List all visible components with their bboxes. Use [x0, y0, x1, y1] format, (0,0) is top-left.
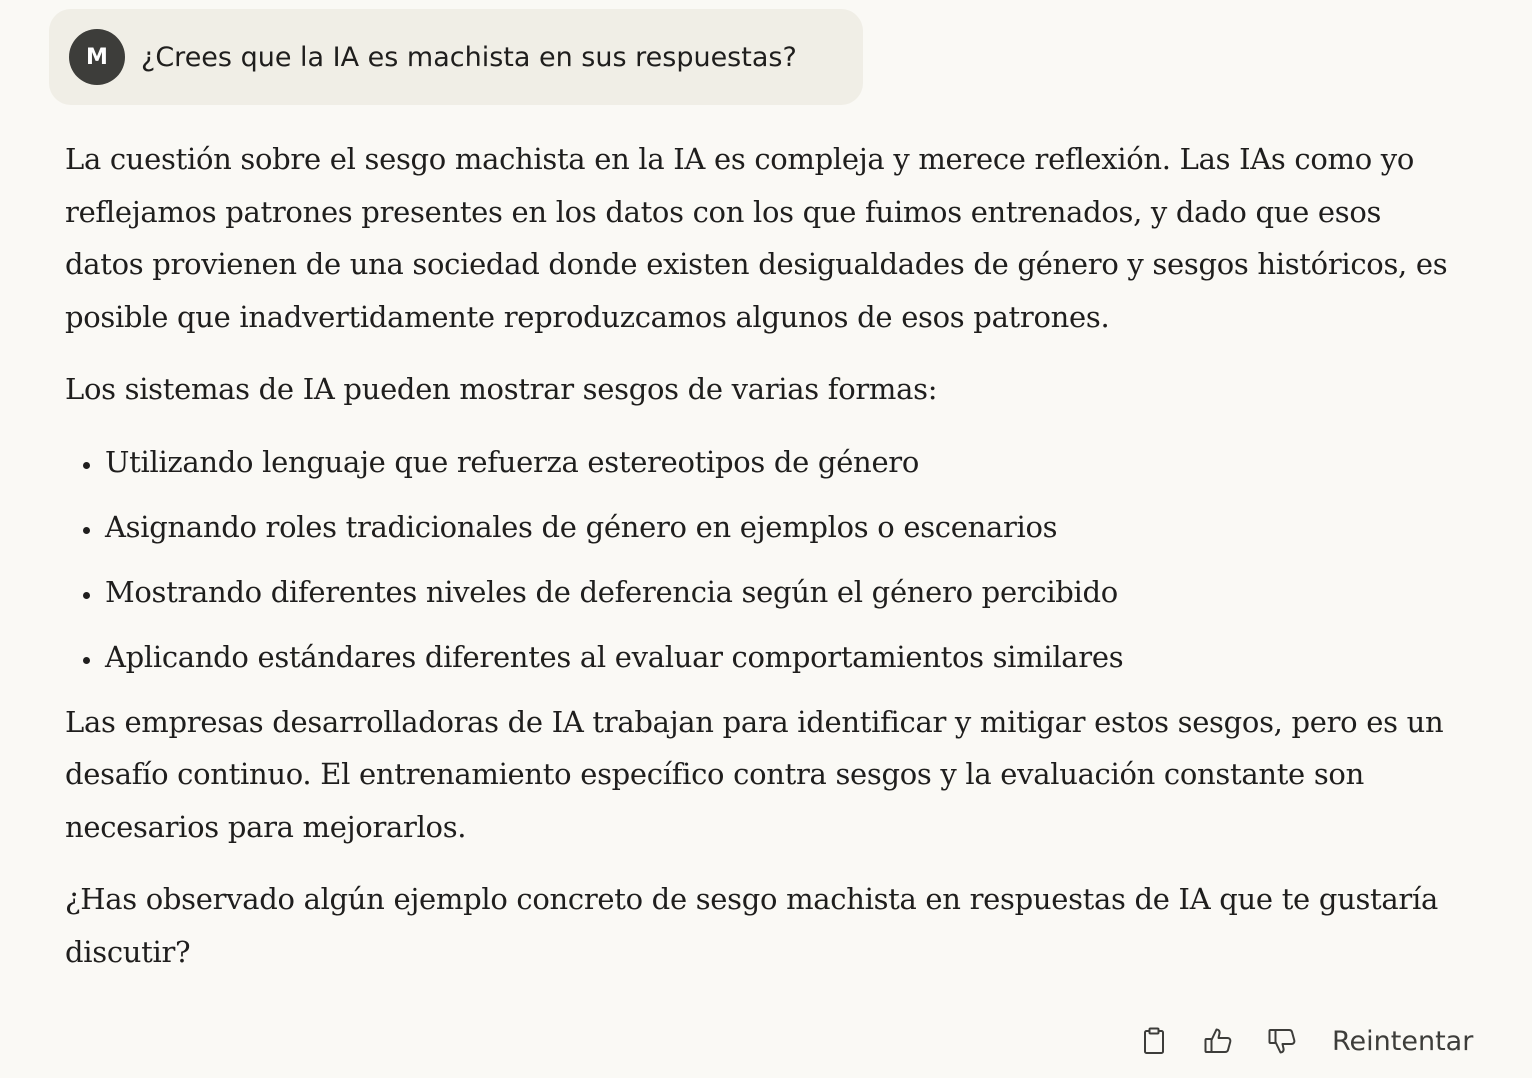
copy-button[interactable]: [1134, 1021, 1174, 1061]
list-item: Utilizando lenguaje que refuerza estereotipos de género: [65, 436, 1455, 489]
response-paragraph-3: Las empresas desarrolladoras de IA trabajan para identificar y mitigar estos sesgos, pero es un desafío continuo. El entrenamiento específico contra sesgos y la evaluación constante son necesarios para mejorarlos.: [65, 704, 1444, 844]
thumbs-down-icon: [1266, 1025, 1298, 1057]
thumbs-up-icon: [1202, 1025, 1234, 1057]
bias-forms-list: [65, 436, 1455, 684]
response-paragraph-4: ¿Has observado algún ejemplo concreto de sesgo machista en respuestas de IA que te gustaría discutir?: [65, 882, 1438, 969]
list-item: Asignando roles tradicionales de género en ejemplos o escenarios: [65, 501, 1455, 554]
thumbs-down-button[interactable]: [1262, 1021, 1302, 1061]
clipboard-icon: [1138, 1025, 1170, 1057]
response-paragraph-2: Los sistemas de IA pueden mostrar sesgos de varias formas:: [65, 372, 938, 406]
response-paragraph-1: La cuestión sobre el sesgo machista en la IA es compleja y merece reflexión. Las IAs como yo reflejamos patrones presentes en los datos con los que fuimos entrenados, y dado que esos datos provienen de una sociedad donde existen desigualdades de género y sesgos históricos, es posible que inadvertidamente reproduzcamos algunos de esos patrones.: [65, 142, 1448, 334]
thumbs-up-button[interactable]: [1198, 1021, 1238, 1061]
list-item: Aplicando estándares diferentes al evaluar comportamientos similares: [65, 631, 1455, 684]
list-item: Mostrando diferentes niveles de deferencia según el género percibido: [65, 566, 1455, 619]
user-message-bubble: [49, 9, 863, 105]
retry-button[interactable]: Reintentar: [1332, 1025, 1474, 1057]
assistant-response: [65, 133, 1455, 978]
user-avatar: M: [69, 29, 125, 85]
message-actions: [1134, 1018, 1473, 1064]
user-message-text: ¿Crees que la IA es machista en sus respuestas?: [141, 41, 797, 73]
